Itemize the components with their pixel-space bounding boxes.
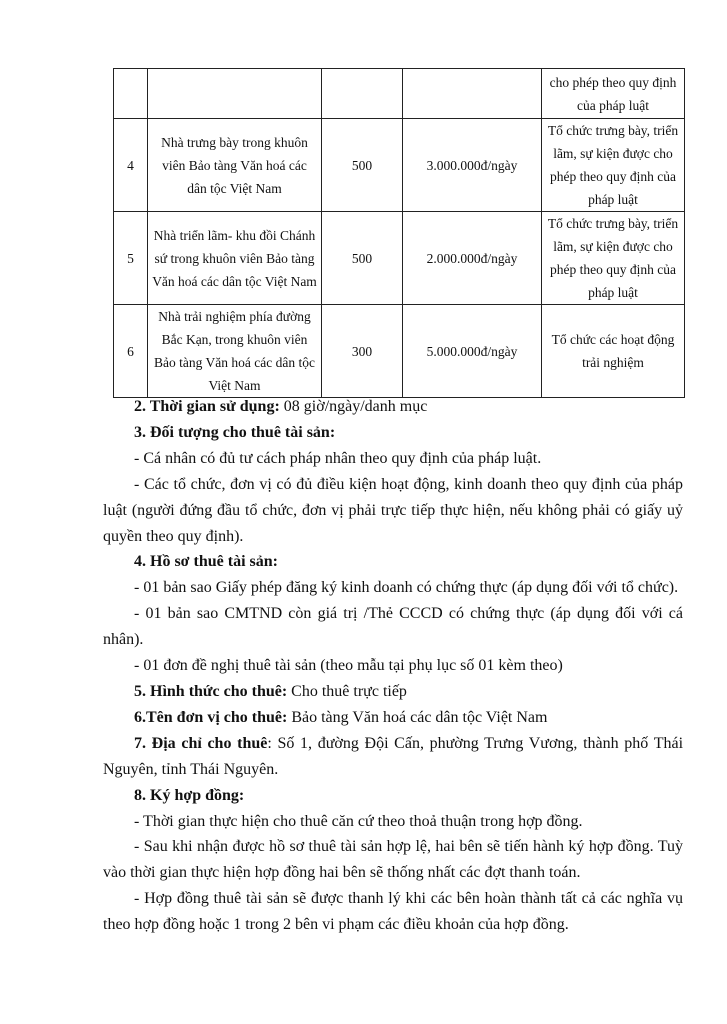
section-heading: 4. Hồ sơ thuê tài sản: xyxy=(134,553,278,571)
cell-area: 300 xyxy=(322,305,403,398)
cell-name: Nhà trải nghiệm phía đường Bắc Kạn, trong khuôn viên Bảo tàng Văn hoá các dân tộc Việt Nam xyxy=(148,305,322,398)
table-row xyxy=(114,69,685,119)
list-item: - Hợp đồng thuê tài sản sẽ được thanh lý khi các bên hoàn thành tất cả các nghĩa vụ theo hợp đồng hoặc 1 trong 2 bên vi phạm các điều khoản của hợp đồng. xyxy=(103,890,683,934)
cell-name xyxy=(148,69,322,119)
cell-price: 3.000.000đ/ngày xyxy=(403,119,542,212)
table-row xyxy=(114,119,685,212)
section-text: Bảo tàng Văn hoá các dân tộc Việt Nam xyxy=(287,708,548,726)
section-heading: 2. Thời gian sử dụng: xyxy=(134,398,280,415)
table-row xyxy=(114,212,685,305)
cell-no: 4 xyxy=(114,119,148,212)
section-heading: 8. Ký hợp đồng: xyxy=(134,786,245,804)
section-text: 08 giờ/ngày/danh mục xyxy=(279,398,428,415)
cell-purpose: cho phép theo quy định của pháp luật xyxy=(542,69,685,119)
cell-price: 2.000.000đ/ngày xyxy=(403,212,542,305)
cell-no xyxy=(114,69,148,119)
cell-area xyxy=(322,69,403,119)
cell-name: Nhà triển lãm- khu đồi Chánh sứ trong khuôn viên Bảo tàng Văn hoá các dân tộc Việt Nam xyxy=(148,212,322,305)
cell-price xyxy=(403,69,542,119)
list-item: - Sau khi nhận được hồ sơ thuê tài sản hợp lệ, hai bên sẽ tiến hành ký hợp đồng. Tuỳ vào thời gian thực hiện hợp đồng hai bên sẽ thống nhất các đợt thanh toán. xyxy=(103,838,683,882)
section-text: : Số 1, đường Đội Cấn, phường Trưng Vương, thành phố Thái Nguyên, tỉnh Thái Nguyên. xyxy=(103,734,684,778)
section-lessor-name xyxy=(103,705,683,731)
list-item: - 01 bản sao Giấy phép đăng ký kinh doanh có chứng thực (áp dụng đối với tổ chức). xyxy=(134,579,679,597)
cell-no: 5 xyxy=(114,212,148,305)
section-heading: 7. Địa chỉ cho thuê xyxy=(134,734,268,752)
list-item: - Cá nhân có đủ tư cách pháp nhân theo quy định của pháp luật. xyxy=(134,449,542,467)
section-lessor-address xyxy=(103,731,683,783)
section-heading: 5. Hình thức cho thuê: xyxy=(134,682,288,700)
section-usage-time xyxy=(103,394,683,420)
table-row xyxy=(114,305,685,398)
rental-table xyxy=(113,68,685,398)
cell-no: 6 xyxy=(114,305,148,398)
section-heading: 6.Tên đơn vị cho thuê: xyxy=(134,708,288,726)
cell-price: 5.000.000đ/ngày xyxy=(403,305,542,398)
cell-purpose: Tổ chức trưng bày, triển lãm, sự kiện được cho phép theo quy định của pháp luật xyxy=(542,212,685,305)
cell-name: Nhà trưng bày trong khuôn viên Bảo tàng Văn hoá các dân tộc Việt Nam xyxy=(148,119,322,212)
section-text: Cho thuê trực tiếp xyxy=(287,682,407,700)
list-item: - Các tổ chức, đơn vị có đủ điều kiện hoạt động, kinh doanh theo quy định của pháp luật (người đứng đầu tổ chức, đơn vị phải trực tiếp thực hiện, nếu không phải có giấy uỷ quyền theo quy định). xyxy=(103,475,683,545)
list-item: - Thời gian thực hiện cho thuê căn cứ theo thoả thuận trong hợp đồng. xyxy=(134,812,583,830)
cell-area: 500 xyxy=(322,212,403,305)
section-rental-form xyxy=(103,679,683,705)
list-item: - 01 bản sao CMTND còn giá trị /Thẻ CCCD có chứng thực (áp dụng đối với cá nhân). xyxy=(103,605,683,649)
cell-purpose: Tổ chức trưng bày, triển lãm, sự kiện được cho phép theo quy định của pháp luật xyxy=(542,119,685,212)
cell-area: 500 xyxy=(322,119,403,212)
cell-purpose: Tổ chức các hoạt động trải nghiệm xyxy=(542,305,685,398)
list-item: - 01 đơn đề nghị thuê tài sản (theo mẫu tại phụ lục số 01 kèm theo) xyxy=(134,657,563,675)
document-body xyxy=(103,394,683,938)
section-heading: 3. Đối tượng cho thuê tài sản: xyxy=(134,423,336,441)
